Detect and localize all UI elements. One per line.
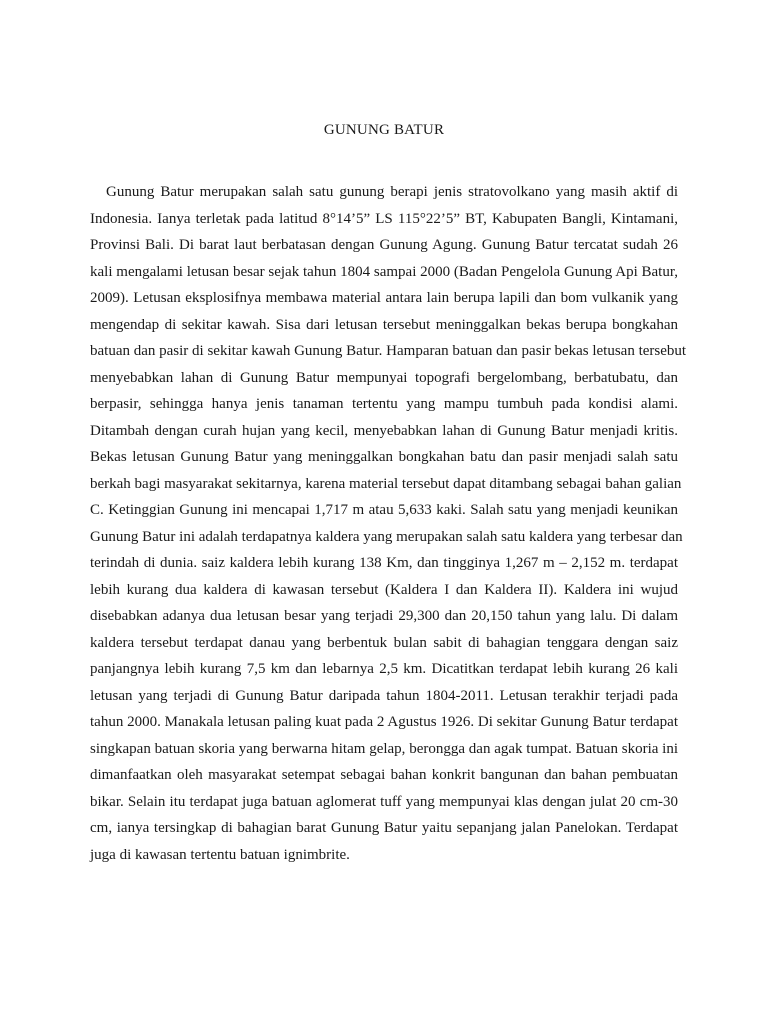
paragraph-line: bikar. Selain itu terdapat juga batuan aglomerat tuff yang mempunyai klas dengan julat 20 cm-30 — [90, 793, 678, 810]
paragraph-line: kali mengalami letusan besar sejak tahun 1804 sampai 2000 (Badan Pengelola Gunung Api Batur, — [90, 263, 678, 280]
paragraph-line: mengendap di sekitar kawah. Sisa dari letusan tersebut meninggalkan bekas berupa bongkahan — [90, 316, 678, 333]
paragraph-line: letusan yang terjadi di Gunung Batur daripada tahun 1804-2011. Letusan terakhir terjadi pada — [90, 687, 678, 704]
paragraph-line: singkapan batuan skoria yang berwarna hitam gelap, berongga dan agak tumpat. Batuan skoria ini — [90, 740, 678, 757]
paragraph-line: berpasir, sehingga hanya jenis tanaman tertentu yang mampu tumbuh pada kondisi alami. — [90, 396, 678, 412]
paragraph-line: cm, ianya tersingkap di bahagian barat Gunung Batur yaitu sepanjang jalan Panelokan. Terdapat — [90, 820, 678, 836]
paragraph-line: tahun 2000. Manakala letusan paling kuat pada 2 Agustus 1926. Di sekitar Gunung Batur terdapat — [90, 714, 678, 730]
paragraph-line: Ditambah dengan curah hujan yang kecil, menyebabkan lahan di Gunung Batur menjadi kritis. — [90, 422, 678, 439]
paragraph-line: terindah di dunia. saiz kaldera lebih kurang 138 Km, dan tingginya 1,267 m – 2,152 m. terdapat — [90, 555, 678, 571]
paragraph-line: disebabkan adanya dua letusan besar yang terjadi 29,300 dan 20,150 tahun yang lalu. Di dalam — [90, 608, 678, 624]
paragraph-line: 2009). Letusan eksplosifnya membawa material antara lain berupa lapili dan bom vulkanik yang — [90, 290, 678, 306]
paragraph-line: C. Ketinggian Gunung ini mencapai 1,717 m atau 5,633 kaki. Salah satu yang menjadi keunikan — [90, 502, 678, 518]
paragraph-line: menyebabkan lahan di Gunung Batur mempunyai topografi bergelombang, berbatubatu, dan — [90, 369, 678, 386]
document-title: GUNUNG BATUR — [323, 122, 445, 138]
body-paragraph — [90, 179, 687, 868]
paragraph-line: Indonesia. Ianya terletak pada latitud 8°14’5” LS 115°22’5” BT, Kabupaten Bangli, Kintamani, — [90, 210, 678, 227]
paragraph-line: dimanfaatkan oleh masyarakat setempat sebagai bahan konkrit bangunan dan bahan pembuatan — [90, 767, 678, 783]
paragraph-line: batuan dan pasir di sekitar kawah Gunung Batur. Hamparan batuan dan pasir bekas letusan tersebut — [90, 343, 687, 359]
paragraph-line: Bekas letusan Gunung Batur yang meninggalkan bongkahan batu dan pasir menjadi salah satu — [90, 449, 678, 465]
paragraph-line: Provinsi Bali. Di barat laut berbatasan dengan Gunung Agung. Gunung Batur tercatat sudah 26 — [90, 237, 678, 253]
paragraph-line: Gunung Batur ini adalah terdapatnya kaldera yang merupakan salah satu kaldera yang terbesar dan — [90, 528, 683, 545]
paragraph-line: Gunung Batur merupakan salah satu gunung berapi jenis stratovolkano yang masih aktif di — [106, 184, 678, 200]
paragraph-line: berkah bagi masyarakat sekitarnya, karena material tersebut dapat ditambang sebagai bahan galian — [90, 475, 682, 492]
paragraph-line: lebih kurang dua kaldera di kawasan tersebut (Kaldera I dan Kaldera II). Kaldera ini wujud — [90, 581, 678, 598]
paragraph-line: kaldera tersebut terdapat danau yang berbentuk bulan sabit di bahagian tenggara dengan saiz — [90, 634, 678, 651]
paragraph-line: panjangnya lebih kurang 7,5 km dan lebarnya 2,5 km. Dicatitkan terdapat lebih kurang 26 kali — [90, 661, 678, 677]
paragraph-line: juga di kawasan tertentu batuan ignimbrite. — [90, 846, 350, 863]
